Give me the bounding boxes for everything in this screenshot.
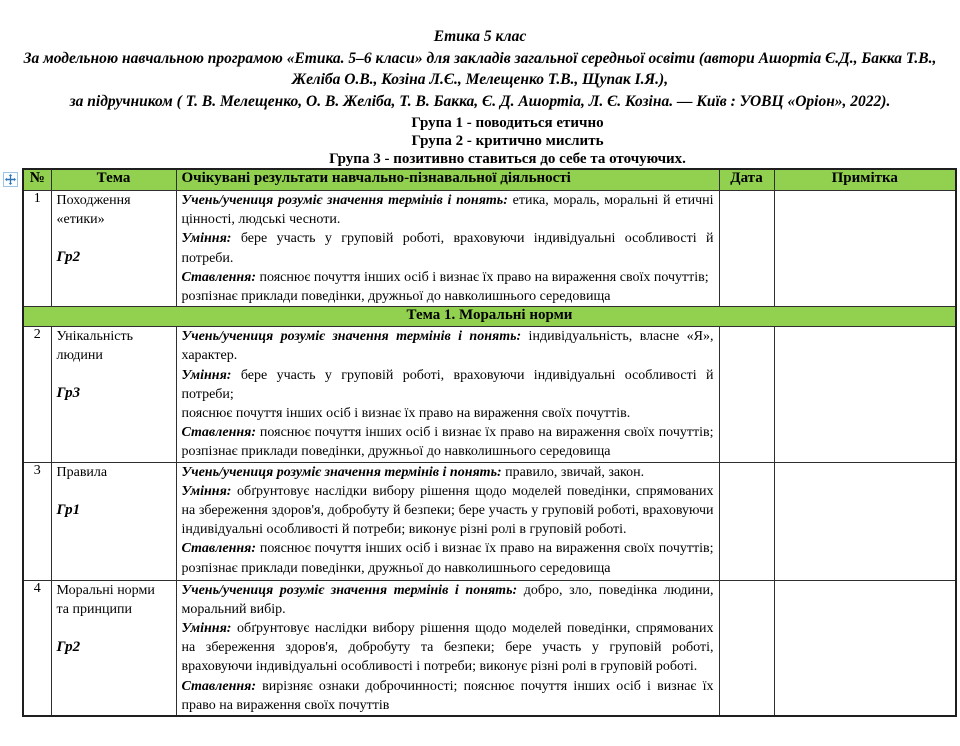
results-text: бере участь у груповій роботі, враховуючи індивідуальні особливості й потреби. xyxy=(181,231,714,266)
group-3-line: Група 3 - позитивно ставиться до себе та оточуючих. xyxy=(329,151,686,167)
results-label: Уміння: xyxy=(181,621,232,637)
date-cell xyxy=(719,327,774,462)
row-number: 1 xyxy=(23,191,51,307)
col-header-date: Дата xyxy=(719,169,774,191)
col-header-results: Очікувані результати навчально-пізнавальної діяльності xyxy=(176,169,719,191)
section-band: Тема 1. Моральні норми xyxy=(23,307,956,327)
results-text: обґрунтовує наслідки вибору рішення щодо моделей поведінки, спрямованих на збереження здоров'я, добробуту й безпеки; бере участь у груповій роботі, враховуючи індивідуальні особливості й потреби; виконує різні ролі в груповій роботі. xyxy=(181,483,714,538)
results-label: Учень/учениця розуміє значення термінів і понять: xyxy=(181,582,518,598)
results-cell xyxy=(176,191,719,307)
theme-cell xyxy=(51,580,176,716)
results-cell xyxy=(176,462,719,580)
note-cell xyxy=(774,191,956,307)
theme-cell xyxy=(51,327,176,462)
group-badge: Гр2 xyxy=(56,638,81,655)
theme-cell xyxy=(51,191,176,307)
col-header-note: Примітка xyxy=(774,169,956,191)
date-cell xyxy=(719,580,774,716)
results-cell xyxy=(176,327,719,462)
results-text: пояснює почуття інших осіб і визнає їх право на вираження своїх почуттів; розпізнає приклади поведінки, дружньої до навколишнього середовища xyxy=(181,541,714,576)
group-badge: Гр1 xyxy=(56,501,81,518)
document-header xyxy=(12,26,948,168)
lesson-plan-table xyxy=(22,168,957,717)
results-text: етика, мораль, моральні й етичні цінності, людські чесноти. xyxy=(181,193,714,228)
row-number: 4 xyxy=(23,580,51,716)
group-badge: Гр2 xyxy=(56,249,81,265)
row-number: 2 xyxy=(23,327,51,462)
col-header-theme: Тема xyxy=(51,169,176,191)
theme-title: Унікальність людини xyxy=(56,329,133,364)
theme-cell xyxy=(51,462,176,580)
table-row xyxy=(23,462,956,580)
table-row xyxy=(23,580,956,716)
col-header-num: № xyxy=(23,169,51,191)
results-label: Уміння: xyxy=(181,483,232,499)
results-text: пояснює почуття інших осіб і визнає їх право на вираження своїх почуттів; розпізнає приклади поведінки, дружньої до навколишнього середовища xyxy=(181,425,714,460)
results-cell xyxy=(176,580,719,716)
note-cell xyxy=(774,327,956,462)
results-text: розпізнає приклади поведінки, дружньої до навколишнього середовища xyxy=(181,289,611,305)
results-label: Ставлення: xyxy=(181,678,256,694)
results-text: індивідуальність, власне «Я», характер. xyxy=(181,329,714,364)
date-cell xyxy=(719,191,774,307)
results-text: пояснює почуття інших осіб і визнає їх право на вираження своїх почуттів; xyxy=(256,269,709,285)
results-text: пояснює почуття інших осіб і визнає їх право на вираження своїх почуттів. xyxy=(181,406,631,422)
results-text: вирізняє ознаки доброчинності; пояснює почуття інших осіб і визнає їх право на вираження своїх почуттів xyxy=(181,678,714,713)
results-label: Учень/учениця розуміє значення термінів і понять: xyxy=(181,329,522,345)
group-2-line: Група 2 - критично мислить xyxy=(411,133,604,149)
section-band-row xyxy=(23,307,956,327)
table-move-handle-icon xyxy=(5,174,16,185)
note-cell xyxy=(774,462,956,580)
results-text: бере участь у груповій роботі, враховуючи індивідуальні особливості й потреби; xyxy=(181,367,714,402)
groups-list xyxy=(67,114,948,168)
table-header-row xyxy=(23,169,956,191)
table-move-handle[interactable] xyxy=(3,172,18,187)
group-badge: Гр3 xyxy=(56,385,81,402)
table-row xyxy=(23,327,956,462)
results-label: Уміння: xyxy=(181,231,232,247)
textbook-subtitle: за підручником ( Т. В. Мелещенко, О. В. Желіба, Т. В. Бакка, Є. Д. Ашортіа, Л. Є. Козіна. — Київ : УОВЦ «Оріон», 2022). xyxy=(69,92,891,110)
results-label: Ставлення: xyxy=(181,269,256,285)
results-text: правило, звичай, закон. xyxy=(501,464,645,480)
results-label: Ставлення: xyxy=(181,425,256,441)
results-text: обґрунтовує наслідки вибору рішення щодо моделей поведінки, спрямованих на збереження здоров'я, добробуту та безпеки; бере участь у груповій роботі, враховуючи індивідуальні особливості і потреби; виконує різні ролі в груповій роботі. xyxy=(181,621,714,675)
page-title: Етика 5 клас xyxy=(433,28,527,45)
table-row xyxy=(23,191,956,307)
date-cell xyxy=(719,462,774,580)
results-label: Уміння: xyxy=(181,367,232,383)
note-cell xyxy=(774,580,956,716)
results-label: Учень/учениця розуміє значення термінів і понять: xyxy=(181,193,508,208)
group-1-line: Група 1 - поводиться етично xyxy=(411,115,604,131)
theme-title: Походження «етики» xyxy=(56,193,131,227)
theme-title: Правила xyxy=(56,464,108,480)
row-number: 3 xyxy=(23,462,51,580)
results-text: добро, зло, поведінка людини, моральний вибір. xyxy=(181,582,714,617)
theme-title: Моральні норми та принципи xyxy=(56,582,155,617)
program-subtitle: За модельною навчальною програмою «Етика. 5–6 класи» для закладів загальної середньої освіти (автори Ашортіа Є.Д., Бакка Т.В., Желіба О.В., Козіна Л.Є., Мелещенко Т.В., Щупак І.Я.), xyxy=(23,49,937,88)
results-label: Учень/учениця розуміє значення термінів і понять: xyxy=(181,464,502,480)
results-label: Ставлення: xyxy=(181,541,256,557)
